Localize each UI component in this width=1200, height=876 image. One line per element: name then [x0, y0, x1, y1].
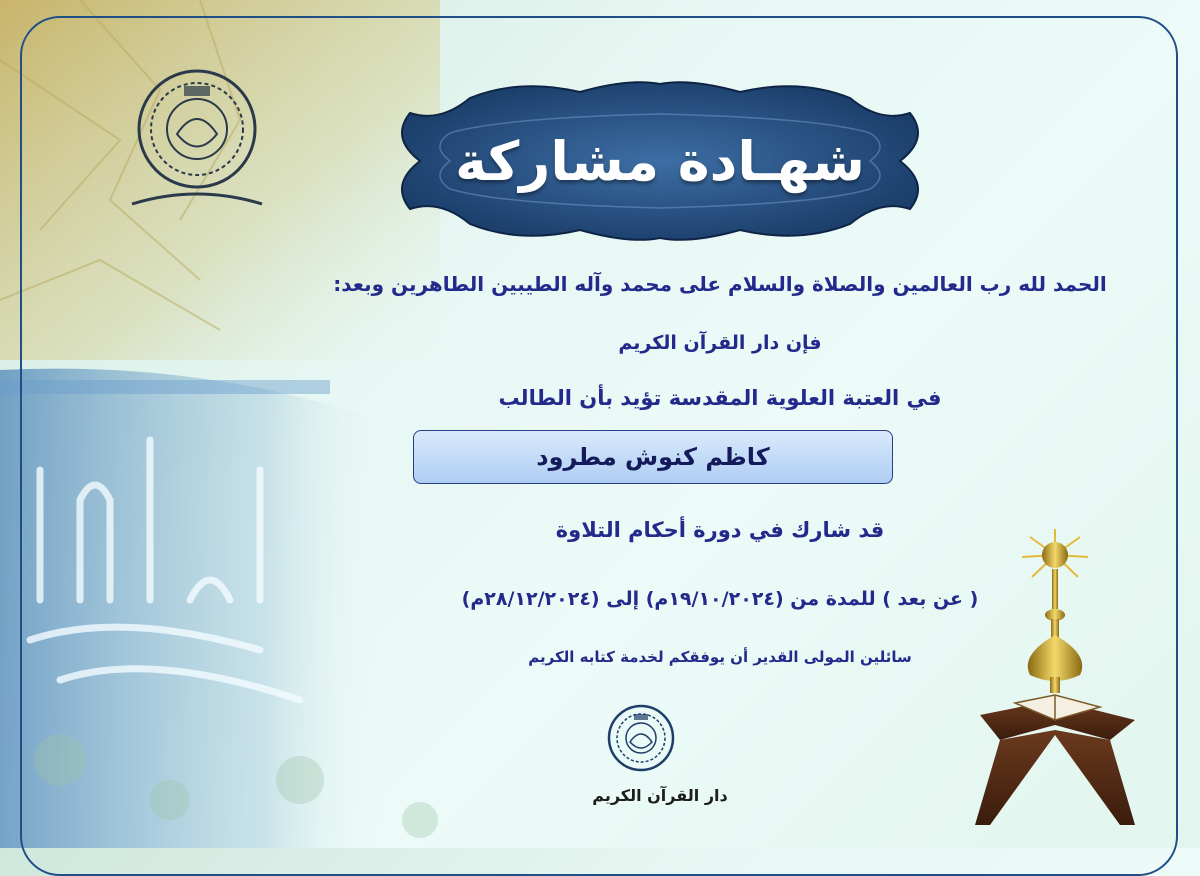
closing-text: سائلين المولى القدير أن يوفقكم لخدمة كتابه الكريم [528, 648, 912, 666]
student-name: كاظم كنوش مطرود [536, 443, 770, 471]
shrine-seal-emblem [122, 64, 272, 224]
preamble-text: الحمد لله رب العالمين والصلاة والسلام على محمد وآله الطيبين الطاهرين وبعد: [333, 272, 1107, 296]
period-text: ( عن بعد ) للمدة من (١٩/١٠/٢٠٢٤م) إلى (٢٨/١٢/٢٠٢٤م) [461, 588, 979, 610]
certificate-title: شهـادة مشاركة [455, 129, 865, 193]
issuer-text: فإن دار القرآن الكريم [618, 332, 822, 354]
student-name-box [413, 430, 893, 484]
footer-org-label: دار القرآن الكريم [592, 786, 728, 805]
participation-text: قد شارك في دورة أحكام التلاوة [555, 518, 885, 542]
shrine-text: في العتبة العلوية المقدسة تؤيد بأن الطالب [498, 386, 942, 410]
quran-stand-illustration [960, 525, 1180, 845]
footer-seal-emblem [606, 700, 676, 776]
